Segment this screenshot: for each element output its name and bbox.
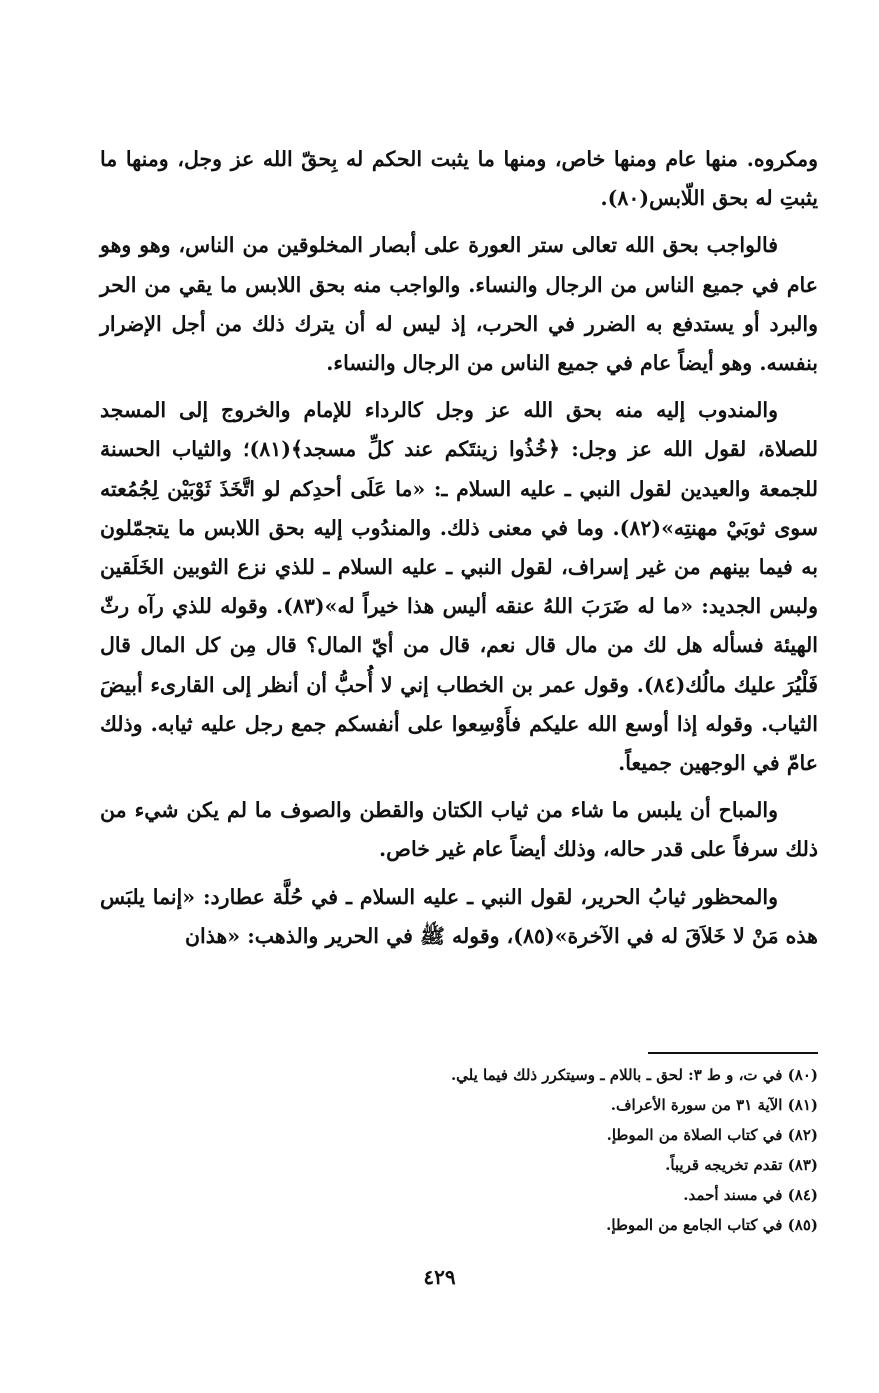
footnote-80: (٨٠) في ت، و ط ٣: لحق ـ باللام ـ وسيتكرر ذلك فيما يلي. [450, 1066, 818, 1084]
paragraph-obligatory: فالواجب بحق الله تعالى ستر العورة على أبصار المخلوقين من الناس، وهو وهو عام في جميع الناس من الرجال والنساء. والواجب منه بحق اللابس ما يقي من الحر والبرد أو يستدفع به الضرر في الحرب، إذ ليس له أن يترك ذلك من أجل الإضرار بنفسه. وهو أيضاً عام في جميع الناس من الرجال والنساء. [100, 233, 818, 376]
footnotes [100, 1060, 818, 1240]
footnote-81: (٨١) الآية ٣١ من سورة الأعراف. [610, 1096, 818, 1114]
main-text [100, 140, 818, 964]
paragraph-recommended: والمندوب إليه منه بحق الله عز وجل كالرداء للإمام والخروج إلى المسجد للصلاة، لقول الله عز وجل: ﴿خُذُوا زينتَكم عند كلِّ مسجد﴾(٨١)؛ والثياب الحسنة للجمعة والعيدين لقول النبي ـ عليه السلام ـ: «ما عَلَى أحدِكم لو اتَّخَذَ ثَوْبَيْن لِجُمُعته سوى ثوبَيْ مهنتِه»(٨٢). وما في معنى ذلك. والمندُوب إليه بحق اللابس ما يتجمّلون به فيما بينهم من غير إسراف، لقول النبي ـ عليه السلام ـ للذي نزع الثوبين الخَلَقين ولبس الجديد: «ما له ضَرَبَ اللهُ عنقه أليس هذا خيراً له»(٨٣). وقوله للذي رآه رثّ الهيئة فسأله هل لك من مال قال نعم، قال من أيّ المال؟ قال مِن كل المال قال فَلْيُرَ عليك مالُك(٨٤). وقول عمر بن الخطاب إني لا أُحبُّ أن أنظر إلى القارىء أبيضَ الثياب. وقوله إذا أوسع الله عليكم فأَوْسِعوا على أنفسكم جمع رجل عليه ثيابه. وذلك عامّ في الوجهين جميعاً. [100, 398, 819, 776]
footnote-85: (٨٥) في كتاب الجامع من الموطإ. [606, 1216, 818, 1234]
paragraph-prohibited: والمحظور ثيابُ الحرير، لقول النبي ـ عليه السلام ـ في حُلَّة عطارد: «إنما يلبَس هذه مَنْ لا خَلاَقَ له في الآخرة»(٨٥)، وقوله ﷺ في الحرير والذهب: «هذان [100, 884, 818, 948]
page-number: ٤٢٩ [423, 1265, 456, 1289]
paragraph-permissible: والمباح أن يلبس ما شاء من ثياب الكتان والقطن والصوف ما لم يكن شيء من ذلك سرفاً على قدر حاله، وذلك أيضاً عام غير خاص. [100, 798, 818, 862]
footnote-divider [648, 1052, 818, 1054]
footnote-84: (٨٤) في مسند أحمد. [683, 1186, 818, 1204]
footnote-82: (٨٢) في كتاب الصلاة من الموطإ. [606, 1126, 818, 1144]
footnote-83: (٨٣) تقدم تخريجه قريباً. [665, 1156, 818, 1174]
paragraph-continuation: ومكروه. منها عام ومنها خاص، ومنها ما يثبت الحكم له بِحقّ الله عز وجل، ومنها ما يثبتِ له بحق اللّابس(٨٠). [100, 147, 818, 211]
